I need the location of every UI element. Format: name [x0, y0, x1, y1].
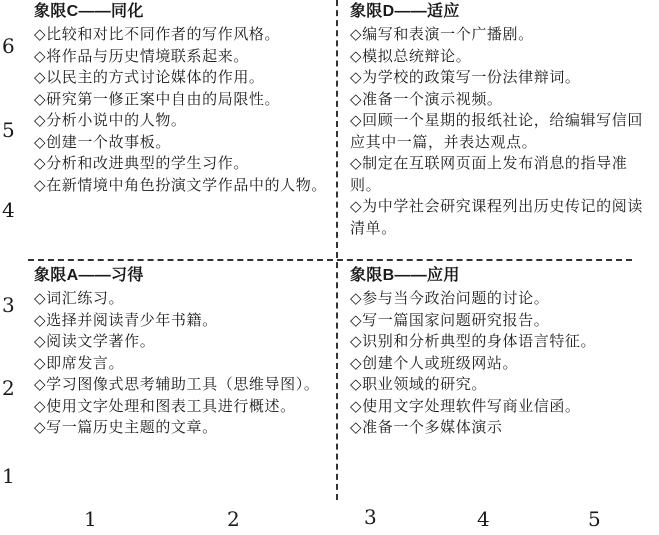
vertical-divider — [336, 0, 338, 500]
quadrant-a — [34, 266, 330, 439]
list-item: ◇将作品与历史情境联系起来。 — [34, 46, 249, 65]
list-item: ◇制定在互联网页面上发布消息的指导准则。 — [350, 154, 628, 194]
list-item: ◇以民主的方式讨论媒体的作用。 — [34, 68, 265, 86]
list-item: ◇研究第一修正案中自由的局限性。 — [34, 89, 281, 108]
x-tick-1: 1 — [84, 507, 97, 531]
quadrant-d — [350, 2, 656, 239]
list-item: ◇模拟总统辩论。 — [350, 46, 472, 65]
quadrant-a-title: 象限A——习得 — [34, 267, 144, 284]
quadrant-b-list — [350, 288, 656, 439]
list-item: ◇准备一个演示视频。 — [350, 89, 503, 108]
y-tick-2: 2 — [2, 376, 15, 400]
list-item: ◇写一篇国家问题研究报告。 — [350, 310, 550, 329]
list-item: ◇编写和表演一个广播剧。 — [350, 25, 534, 43]
list-item: ◇分析和改进典型的学生习作。 — [34, 154, 249, 172]
quadrant-c-list — [34, 24, 334, 196]
horizontal-divider — [28, 259, 632, 261]
list-item: ◇词汇练习。 — [34, 289, 125, 307]
quadrant-d-list — [350, 24, 656, 239]
list-item: ◇在新情境中角色扮演文学作品中的人物。 — [34, 175, 327, 194]
list-item: ◇准备一个多媒体演示 — [350, 418, 503, 436]
list-item: ◇为学校的政策写一份法律辩词。 — [350, 68, 581, 86]
list-item: ◇阅读文学著作。 — [34, 332, 156, 350]
list-item: ◇参与当今政治问题的讨论。 — [350, 289, 550, 307]
list-item: ◇创建个人或班级网站。 — [350, 353, 519, 372]
quadrant-b-title: 象限B——应用 — [350, 267, 460, 284]
y-tick-3: 3 — [2, 293, 15, 317]
list-item: ◇职业领域的研究。 — [350, 375, 487, 393]
list-item: ◇学习图像式思考辅助工具（思维导图）。 — [34, 375, 320, 393]
x-tick-5: 5 — [588, 507, 601, 531]
quadrant-c — [34, 2, 334, 196]
quadrant-b — [350, 266, 656, 439]
quadrant-c-title: 象限C——同化 — [34, 3, 144, 20]
list-item: ◇分析小说中的人物。 — [34, 111, 187, 129]
list-item: ◇使用文字处理软件写商业信函。 — [350, 396, 581, 415]
y-tick-5: 5 — [2, 118, 15, 142]
x-tick-3: 3 — [364, 505, 377, 529]
y-tick-1: 1 — [2, 464, 15, 488]
y-tick-4: 4 — [2, 198, 15, 222]
quadrant-d-title: 象限D——适应 — [350, 3, 460, 20]
x-tick-4: 4 — [477, 507, 490, 531]
list-item: ◇写一篇历史主题的文章。 — [34, 418, 218, 436]
list-item: ◇创建一个故事板。 — [34, 132, 171, 151]
quadrant-a-list — [34, 288, 330, 439]
x-tick-2: 2 — [227, 507, 240, 531]
list-item: ◇回顾一个星期的报纸社论，给编辑写信回应其中一篇，并表达观点。 — [350, 111, 643, 151]
list-item: ◇即席发言。 — [34, 353, 125, 372]
list-item: ◇比较和对比不同作者的写作风格。 — [34, 25, 281, 43]
list-item: ◇为中学社会研究课程列出历史传记的阅读清单。 — [350, 197, 643, 237]
list-item: ◇使用文字处理和图表工具进行概述。 — [34, 396, 296, 415]
y-tick-6: 6 — [2, 34, 15, 58]
list-item: ◇选择并阅读青少年书籍。 — [34, 310, 218, 329]
list-item: ◇识别和分析典型的身体语言特征。 — [350, 332, 597, 350]
